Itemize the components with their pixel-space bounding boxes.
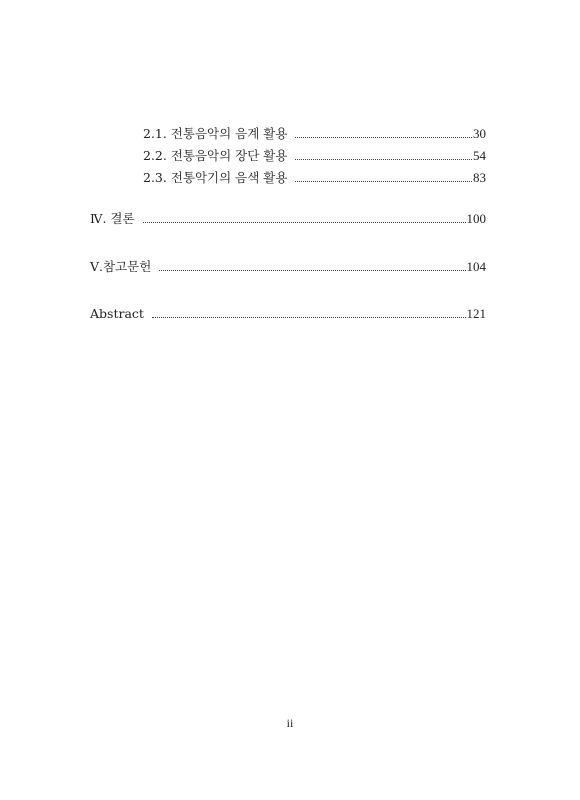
toc-entry-2-2[interactable] <box>143 148 486 164</box>
toc-entry-page: 104 <box>466 259 486 274</box>
dot-leader <box>295 159 472 160</box>
dot-leader <box>152 317 466 318</box>
page-number: ii <box>286 716 294 730</box>
toc-entry-page: 30 <box>473 126 486 141</box>
toc-entry-title: 2.2. 전통음악의 장단 활용 <box>143 148 288 163</box>
dot-leader <box>295 137 472 138</box>
toc-entry-references[interactable] <box>90 259 486 275</box>
dot-leader <box>143 222 466 223</box>
dot-leader <box>159 270 465 271</box>
toc-entry-title: 2.1. 전통음악의 음계 활용 <box>143 126 288 141</box>
dot-leader <box>295 181 472 182</box>
toc-entry-page: 54 <box>473 148 486 163</box>
toc-entry-page: 100 <box>466 211 486 226</box>
toc-entry-2-3[interactable] <box>143 170 486 186</box>
toc-entry-title: 2.3. 전통악기의 음색 활용 <box>143 170 288 185</box>
toc-entry-2-1[interactable] <box>143 126 486 142</box>
toc-entry-page: 121 <box>466 306 486 321</box>
toc-entry-abstract[interactable] <box>90 306 486 322</box>
toc-entry-title: Ⅳ. 결론 <box>90 211 135 226</box>
toc-entry-conclusion[interactable] <box>90 211 486 227</box>
toc-entry-title: Abstract <box>90 306 144 321</box>
toc-entry-title: Ⅴ.참고문헌 <box>90 259 152 274</box>
toc-entry-page: 83 <box>473 170 486 185</box>
